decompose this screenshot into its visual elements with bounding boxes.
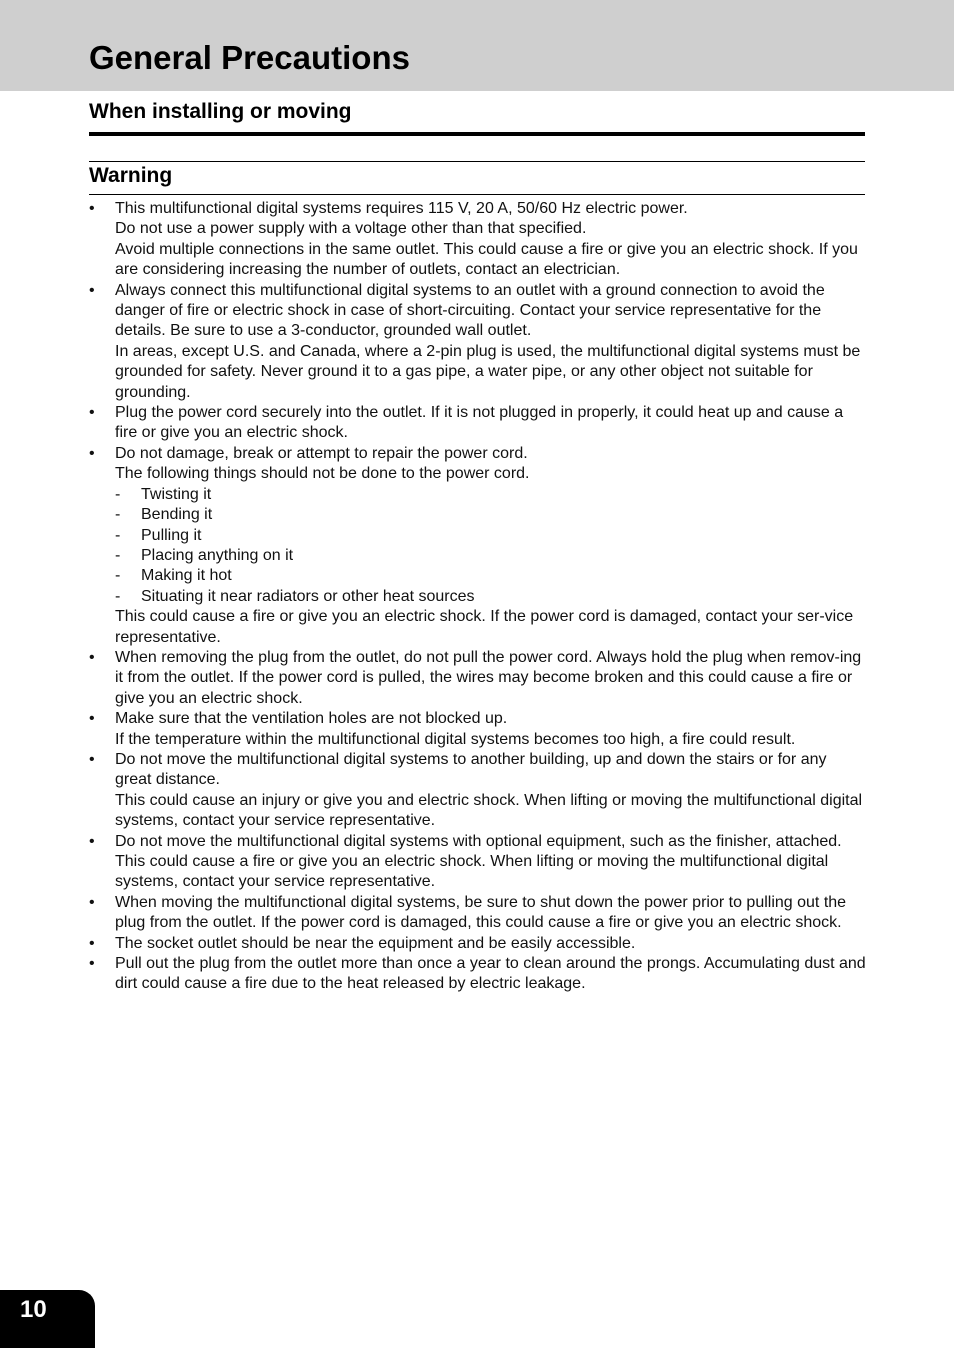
dash-marker: -	[115, 485, 121, 503]
bullet-marker: •	[89, 710, 95, 728]
warning-text: This could cause an injury or give you and electric shock. When lifting or moving the multifunctional digital systems, contact your service representative.	[115, 791, 863, 830]
dash-marker: -	[115, 567, 121, 585]
dash-list-item	[115, 505, 867, 525]
dash-list-item	[115, 587, 867, 607]
warning-text: When moving the multifunctional digital systems, be sure to shut down the power prior to pulling out the plug from the outlet. If the power cord is damaged, this could cause a fire or give you an electric shock.	[115, 893, 847, 932]
warning-list	[89, 199, 867, 995]
warning-bottom-divider	[89, 194, 865, 195]
section-divider	[89, 132, 865, 136]
warning-item	[89, 281, 867, 403]
dash-list	[115, 485, 867, 607]
warning-item	[89, 750, 867, 832]
bullet-marker: •	[89, 955, 95, 973]
warning-item	[89, 403, 867, 444]
warning-item	[89, 893, 867, 934]
dash-list-item	[115, 485, 867, 505]
dash-marker: -	[115, 526, 121, 544]
warning-item	[89, 648, 867, 709]
warning-text: Do not move the multifunctional digital systems to another building, up and down the stairs or for any great distance.	[115, 750, 827, 789]
bullet-marker: •	[89, 648, 95, 666]
warning-top-divider	[89, 161, 865, 162]
warning-text: When removing the plug from the outlet, do not pull the power cord. Always hold the plug when remov-ing it from the outlet. If the power cord is pulled, the wires may become broken and this could cause a fire or give you an electric shock.	[115, 648, 862, 707]
warning-text: Pull out the plug from the outlet more than once a year to clean around the prongs. Accumulating dust and dirt could cause a fire due to the heat released by electric leakage.	[115, 955, 866, 993]
warning-item	[89, 199, 867, 281]
bullet-marker: •	[89, 281, 95, 299]
warning-item	[89, 832, 867, 893]
section-title: When installing or moving	[89, 100, 352, 123]
dash-list-item	[115, 546, 867, 566]
page-title: General Precautions	[89, 39, 410, 76]
warning-text: This could cause a fire or give you an electric shock. If the power cord is damaged, contact your ser-vice representative.	[115, 608, 854, 646]
bullet-marker: •	[89, 444, 95, 462]
bullet-marker: •	[89, 832, 95, 850]
warning-item	[89, 954, 867, 995]
bullet-marker: •	[89, 200, 95, 217]
bullet-marker: •	[89, 893, 95, 911]
dash-item-text: Making it hot	[141, 567, 232, 585]
dash-item-text: Situating it near radiators or other heat sources	[141, 587, 475, 605]
warning-text: If the temperature within the multifunctional digital systems becomes too high, a fire could result.	[115, 730, 796, 748]
dash-marker: -	[115, 587, 121, 605]
dash-list-item	[115, 526, 867, 546]
warning-text: This multifunctional digital systems requires 115 V, 20 A, 50/60 Hz electric power.	[115, 200, 688, 217]
dash-item-text: Placing anything on it	[141, 546, 294, 564]
warning-text: Do not use a power supply with a voltage other than that specified.	[115, 220, 587, 238]
warning-text: Plug the power cord securely into the outlet. If it is not plugged in properly, it could heat up and cause a fire or give you an electric shock.	[115, 404, 844, 442]
bullet-marker: •	[89, 750, 95, 768]
warning-item	[89, 444, 867, 648]
warning-text: Do not damage, break or attempt to repair the power cord.	[115, 444, 528, 462]
dash-item-text: Pulling it	[141, 526, 202, 544]
dash-item-text: Bending it	[141, 506, 213, 524]
page-number-tab	[0, 1290, 95, 1348]
warning-item	[89, 709, 867, 750]
dash-list-item	[115, 566, 867, 586]
dash-marker: -	[115, 506, 121, 524]
warning-text: Do not move the multifunctional digital systems with optional equipment, such as the finisher, attached. This could cause a fire or give you an electric shock. When lifting or moving the multifunctional digital systems, contact your service representative.	[115, 832, 842, 891]
page-number: 10	[20, 1296, 47, 1323]
warning-item	[89, 934, 867, 954]
dash-marker: -	[115, 546, 121, 564]
dash-item-text: Twisting it	[141, 485, 212, 503]
bullet-marker: •	[89, 934, 95, 952]
warning-heading: Warning	[89, 164, 173, 187]
warning-text: The following things should not be done to the power cord.	[115, 465, 530, 483]
warning-text: Always connect this multifunctional digital systems to an outlet with a ground connection to avoid the danger of fire or electric shock in case of short-circuiting. Contact your service representative for the details. Be sure to use a 3-conductor, grounded wall outlet.	[115, 281, 825, 340]
warning-text: The socket outlet should be near the equipment and be easily accessible.	[115, 934, 636, 952]
warning-text: Avoid multiple connections in the same outlet. This could cause a fire or give you an electric shock. If you are considering increasing the number of outlets, contact an electrician.	[115, 240, 858, 279]
warning-text: In areas, except U.S. and Canada, where a 2-pin plug is used, the multifunctional digital systems must be grounded for safety. Never ground it to a gas pipe, a water pipe, or any other object not suitable for grounding.	[115, 342, 861, 401]
warning-text: Make sure that the ventilation holes are not blocked up.	[115, 710, 508, 728]
bullet-marker: •	[89, 404, 95, 422]
